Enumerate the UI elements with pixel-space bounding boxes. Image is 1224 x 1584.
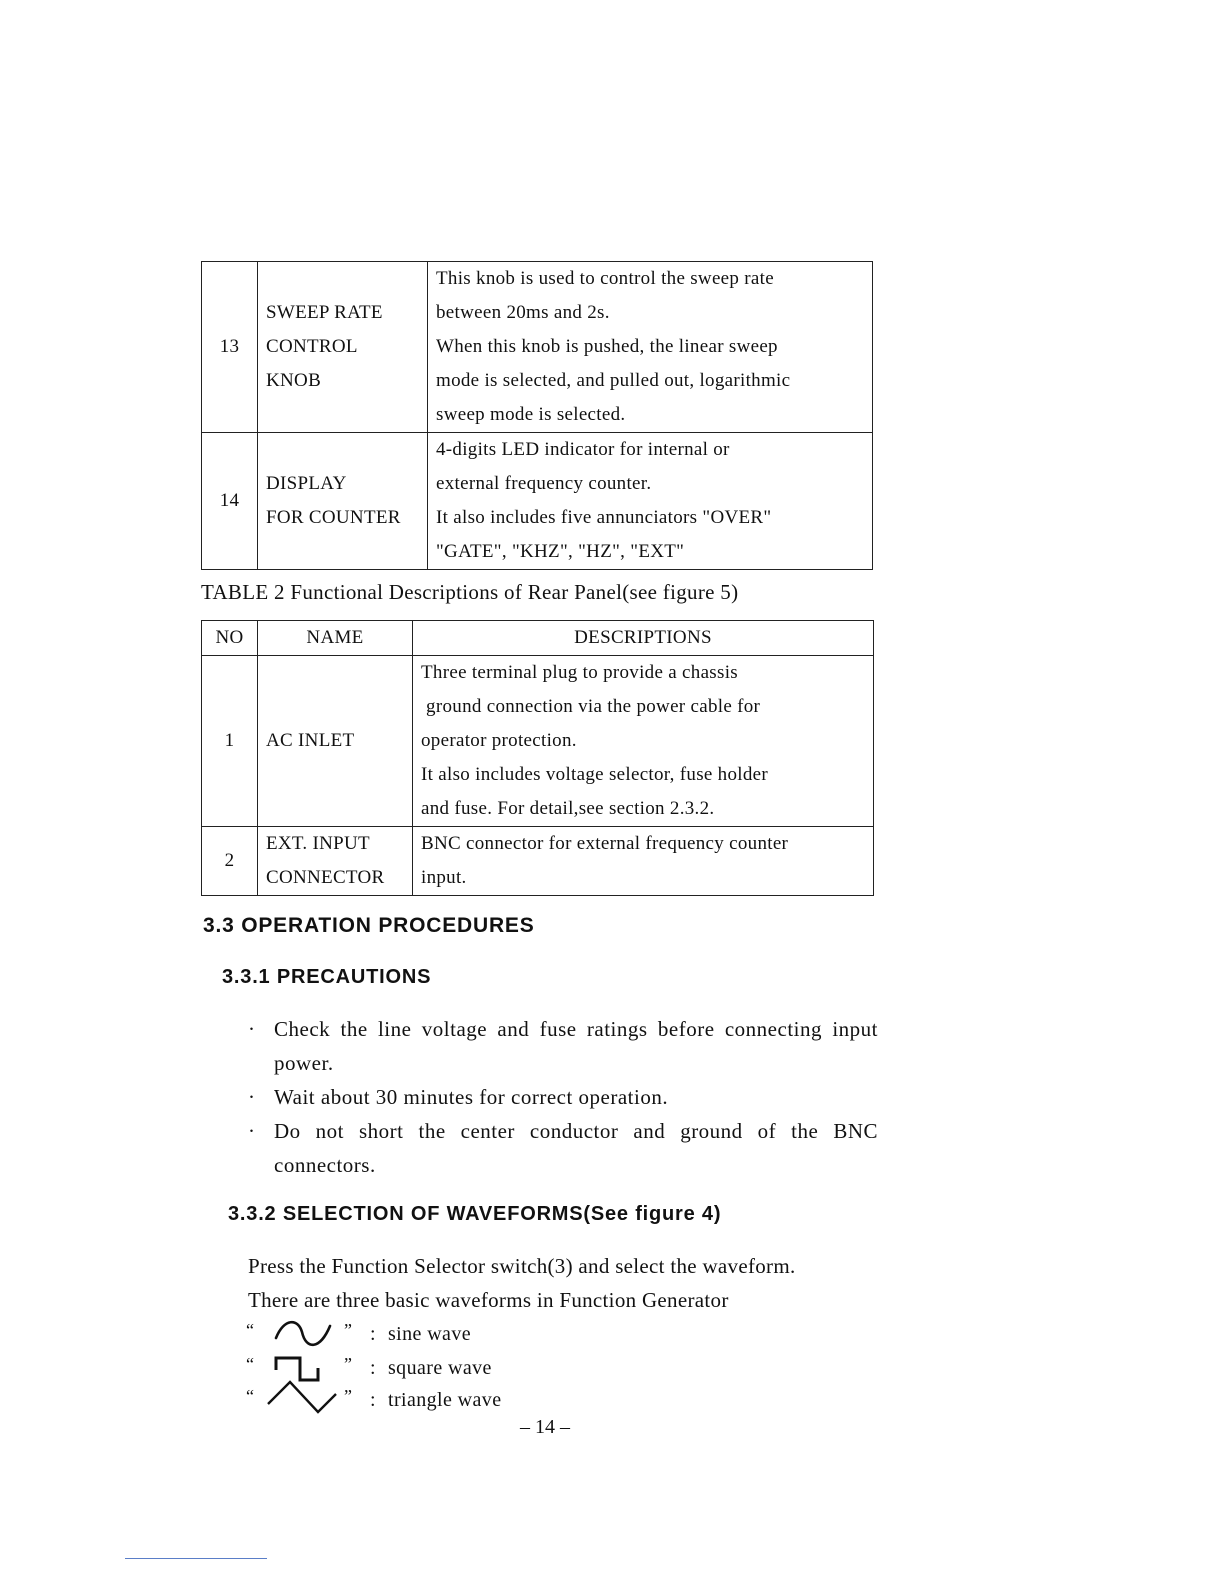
separator: : xyxy=(370,1323,376,1345)
row-name xyxy=(258,656,413,827)
row-description xyxy=(428,262,873,433)
desc-line: Three terminal plug to provide a chassis xyxy=(421,662,738,683)
front-panel-table-continued xyxy=(201,261,873,570)
desc-line: and fuse. For detail,see section 2.3.2. xyxy=(421,798,715,819)
open-quote: “ xyxy=(246,1386,254,1406)
row-number: 1 xyxy=(202,656,258,827)
bullet-icon: · xyxy=(248,1119,256,1143)
table-row xyxy=(202,262,873,433)
section-heading: 3.3 OPERATION PROCEDURES xyxy=(203,914,535,937)
table-header-row xyxy=(202,621,874,656)
paragraph-line: Press the Function Selector switch(3) and select the waveform. xyxy=(248,1254,796,1278)
row-number: 14 xyxy=(202,433,258,570)
page-number: – 14 – xyxy=(520,1416,570,1438)
row-number: 13 xyxy=(202,262,258,433)
table-caption: TABLE 2 Functional Descriptions of Rear Panel(see figure 5) xyxy=(201,580,739,604)
row-description xyxy=(413,656,874,827)
footer-divider xyxy=(125,1558,267,1559)
row-name xyxy=(258,827,413,896)
desc-line: BNC connector for external frequency counter xyxy=(421,833,789,854)
row-description xyxy=(428,433,873,570)
rear-panel-table xyxy=(201,620,874,896)
separator: : xyxy=(370,1389,376,1411)
waveform-item-sine xyxy=(246,1318,646,1352)
name-line: FOR COUNTER xyxy=(266,507,401,528)
desc-line: external frequency counter. xyxy=(436,473,652,494)
desc-line: "GATE", "KHZ", "HZ", "EXT" xyxy=(436,541,685,562)
desc-line: It also includes five annunciators "OVER" xyxy=(436,507,772,528)
open-quote: “ xyxy=(246,1320,254,1340)
desc-line: This knob is used to control the sweep rate xyxy=(436,268,774,289)
name-line: EXT. INPUT xyxy=(266,833,370,854)
table-row xyxy=(202,656,874,827)
separator: : xyxy=(370,1357,376,1379)
name-line: AC INLET xyxy=(266,730,355,751)
name-line: KNOB xyxy=(266,370,322,391)
sine-wave-icon xyxy=(262,1318,342,1352)
header-descriptions: DESCRIPTIONS xyxy=(413,621,874,656)
table-row xyxy=(202,827,874,896)
close-quote: ” xyxy=(344,1320,352,1340)
bullet-icon: · xyxy=(248,1017,256,1041)
list-item-text: Do not short the center conductor and ground of the BNC connectors. xyxy=(274,1119,878,1177)
desc-line: sweep mode is selected. xyxy=(436,404,626,425)
subsection-heading-precautions: 3.3.1 PRECAUTIONS xyxy=(222,966,432,988)
list-item xyxy=(248,1080,878,1114)
open-quote: “ xyxy=(246,1354,254,1374)
waveforms-paragraph xyxy=(248,1249,796,1317)
desc-line: mode is selected, and pulled out, logarithmic xyxy=(436,370,791,391)
desc-line: It also includes voltage selector, fuse holder xyxy=(421,764,769,785)
close-quote: ” xyxy=(344,1354,352,1374)
subsection-heading-waveforms: 3.3.2 SELECTION OF WAVEFORMS(See figure 4) xyxy=(228,1203,722,1225)
header-no: NO xyxy=(202,621,258,656)
bullet-icon: · xyxy=(248,1085,256,1109)
desc-line: ground connection via the power cable for xyxy=(421,696,761,717)
row-description xyxy=(413,827,874,896)
desc-line: operator protection. xyxy=(421,730,577,751)
desc-line: between 20ms and 2s. xyxy=(436,302,610,323)
list-item-text: Check the line voltage and fuse ratings before connecting input power. xyxy=(274,1017,878,1075)
header-name: NAME xyxy=(258,621,413,656)
precautions-list xyxy=(248,1012,878,1182)
close-quote: ” xyxy=(344,1386,352,1406)
row-name xyxy=(258,262,428,433)
row-number: 2 xyxy=(202,827,258,896)
waveform-label: triangle wave xyxy=(388,1389,502,1411)
name-line: CONTROL xyxy=(266,336,358,357)
triangle-wave-icon xyxy=(262,1378,342,1418)
name-line: SWEEP RATE xyxy=(266,302,383,323)
desc-line: input. xyxy=(421,867,467,888)
desc-line: When this knob is pushed, the linear sweep xyxy=(436,336,778,357)
waveform-label: sine wave xyxy=(388,1323,472,1345)
name-line: CONNECTOR xyxy=(266,867,385,888)
row-name xyxy=(258,433,428,570)
waveform-item-triangle xyxy=(246,1384,646,1418)
paragraph-line: There are three basic waveforms in Function Generator xyxy=(248,1288,729,1312)
waveform-label: square wave xyxy=(388,1357,492,1379)
list-item xyxy=(248,1114,878,1182)
desc-line: 4-digits LED indicator for internal or xyxy=(436,439,730,460)
list-item xyxy=(248,1012,878,1080)
list-item-text: Wait about 30 minutes for correct operation. xyxy=(274,1085,669,1109)
table-row xyxy=(202,433,873,570)
name-line: DISPLAY xyxy=(266,473,347,494)
